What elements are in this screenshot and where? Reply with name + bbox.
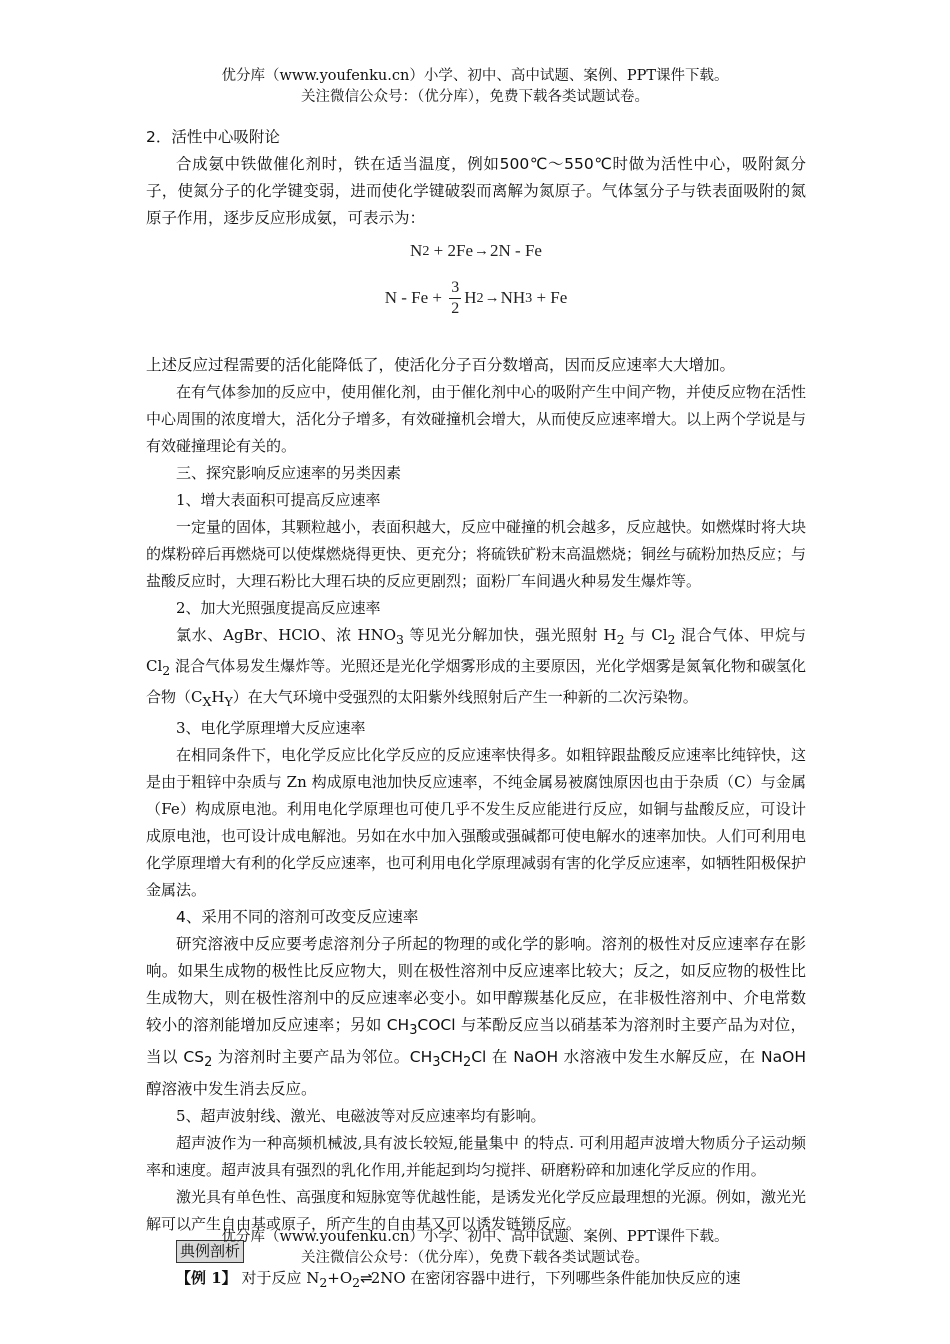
footer-line-1: 优分库（www.youfenku.cn）小学、初中、高中试题、案例、PPT课件下载。 [221,1229,729,1245]
section-3-heading: 三、探究影响反应速率的另类因素 [176,464,402,482]
item-5-paragraph-2: 激光具有单色性、高强度和短脉宽等优越性能，是诱发光化学反应最理想的光源。例如，激光光解可以产生自由基或原子，所产生的自由基又可以诱发链锁反应。 [146,1188,807,1234]
header-line-2: 关注微信公众号：（优分库），免费下载各类试题试卷。 [301,89,649,105]
item-5-title: 5、超声波射线、激光、电磁波等对反应速率均有影响。 [176,1107,546,1126]
eq2-lhs: N - Fe + [384,288,447,307]
item-4-title: 4、采用不同的溶剂可改变反应速率 [176,908,419,926]
eq2-denominator: 2 [451,299,460,317]
eq2-h: H [464,288,477,307]
examples-label: 典例剖析 [176,1240,244,1263]
item-4-text: 研究溶液中反应要考虑溶剂分子所起的物理的或化学的影响。溶剂的极性对反应速率存在影响。如果生成物的极性比反应物大，则在极性溶剂中反应速率比较大；反之，如反应物的极性比生成物大，则在极性溶剂中的反应速率必变小。如甲醇羰基化反应，在非极性溶剂中、介电常数较小的溶剂能增加反应速率；另如 $CH_3COCl$ 与苯酚反应当以硝基苯为溶剂时主要产品为对位，当以 $CS_2$ 为溶剂时主要产品为邻位。$CH_3CH_2Cl$ 在 NaOH 水溶液中发生水解反应，在 NaOH 醇溶液中发生消去反应。 [146,935,806,1099]
equation-1 [146,234,806,268]
eq2-fraction [449,278,461,319]
equilibrium-arrow: ⇌ [360,1269,371,1288]
eq1-lhs-a-sub: 2 [422,242,430,259]
example-1: 【例 1】 对于反应 $N_2+O_2\rightleftharpoons 2NO$ 在密闭容器中进行，下列哪些条件能加快反应的速 [176,1269,741,1291]
page-header [0,66,950,108]
equation-block [146,234,806,328]
item-3-title: 3、电化学原理增大反应速率 [176,719,366,737]
eq1-rhs: 2N - Fe [490,241,542,260]
section-2-title: 2．活性中心吸附论 [146,128,280,146]
example-1-tag: 【例 1】 [176,1269,237,1288]
eq1-lhs-b: + 2Fe [429,241,473,260]
footer-line-2: 关注微信公众号：（优分库），免费下载各类试题试卷。 [301,1250,649,1266]
eq2-h-sub: 2 [476,289,484,306]
eq2-rhs-a-sub: 3 [525,289,533,306]
main-content [146,124,806,1296]
eq2-rhs-a: NH [500,288,526,307]
item-3-text: 在相同条件下，电化学反应比化学反应的反应速率快得多。如粗锌跟盐酸反应速率比纯锌快，这是由于粗锌中杂质与 Zn 构成原电池加快反应速率，不纯金属易被腐蚀原因也由于杂质（C）与金属（Fe）构成原电池。利用电化学原理也可使几乎不发生反应能进行反应，如铜与盐酸反应，可设计成原电池，也可设计成电解池。另如在水中加入强酸或强碱都可使电解水的速率加快。人们可利用电化学原理增大有利的化学反应速率，也可利用电化学原理减弱有害的化学反应速率，如牺牲阳极保护金属法。 [146,746,807,899]
eq2-rhs-b: + Fe [532,288,568,307]
section-2-paragraph: 在有气体参加的反应中，使用催化剂，由于催化剂中心的吸附产生中间产物，并使反应物在活性中心周围的浓度增大，活化分子增多，有效碰撞机会增大，从而使反应速率增大。以上两个学说是与有效碰撞理论有关的。 [146,383,807,455]
spacer [146,328,806,352]
header-line-1: 优分库（www.youfenku.cn）小学、初中、高中试题、案例、PPT课件下载。 [221,68,729,84]
eq2-numerator: 3 [449,278,461,299]
item-2-text: 氯水、AgBr、HClO、浓 $HNO_3$ 等见光分解加快，强光照射 $H_2$ 与 $Cl_2$ 混合气体、甲烷与 $Cl_2$ 混合气体易发生爆炸等。光照还是光化学烟雾形成的主要原因，光化学烟雾是氮氧化物和碳氢化合物$(C_XH_Y)$在大气环境中受强烈的太阳紫外线照射后产生一种新的二次污染物。 [146,626,807,709]
item-1-text: 一定量的固体，其颗粒越小，表面积越大，反应中碰撞的机会越多，反应越快。如燃煤时将大块的煤粉碎后再燃烧可以使煤燃烧得更快、更充分；将硫铁矿粉末高温燃烧；铜丝与硫粉加热反应；与盐酸反应时，大理石粉比大理石块的反应更剧烈；面粉厂车间遇火种易发生爆炸等。 [146,518,807,590]
item-1-title: 1、增大表面积可提高反应速率 [176,491,381,509]
eq1-arrow: → [474,242,489,259]
item-2-title: 2、加大光照强度提高反应速率 [176,599,381,617]
eq1-lhs-a: N [410,241,423,260]
item-5-paragraph-1: 超声波作为一种高频机械波,具有波长较短,能量集中 的特点. 可利用超声波增大物质分子运动频率和速度。超声波具有强烈的乳化作用,并能起到均匀搅拌、研磨粉碎和加速化学反应的作用。 [146,1134,806,1180]
section-2-conclusion: 上述反应过程需要的活化能降低了，使活化分子百分数增高，因而反应速率大大增加。 [146,356,736,374]
eq2-arrow: → [484,289,500,306]
page-footer [0,1227,950,1269]
equation-2 [146,268,806,328]
section-2-intro: 合成氨中铁做催化剂时，铁在适当温度，例如500℃～550℃时做为活性中心，吸附氮分子，使氮分子的化学键变弱，进而使化学键破裂而离解为氮原子。气体氢分子与铁表面吸附的氮原子作用，逐步反应形成氨，可表示为： [146,155,806,227]
